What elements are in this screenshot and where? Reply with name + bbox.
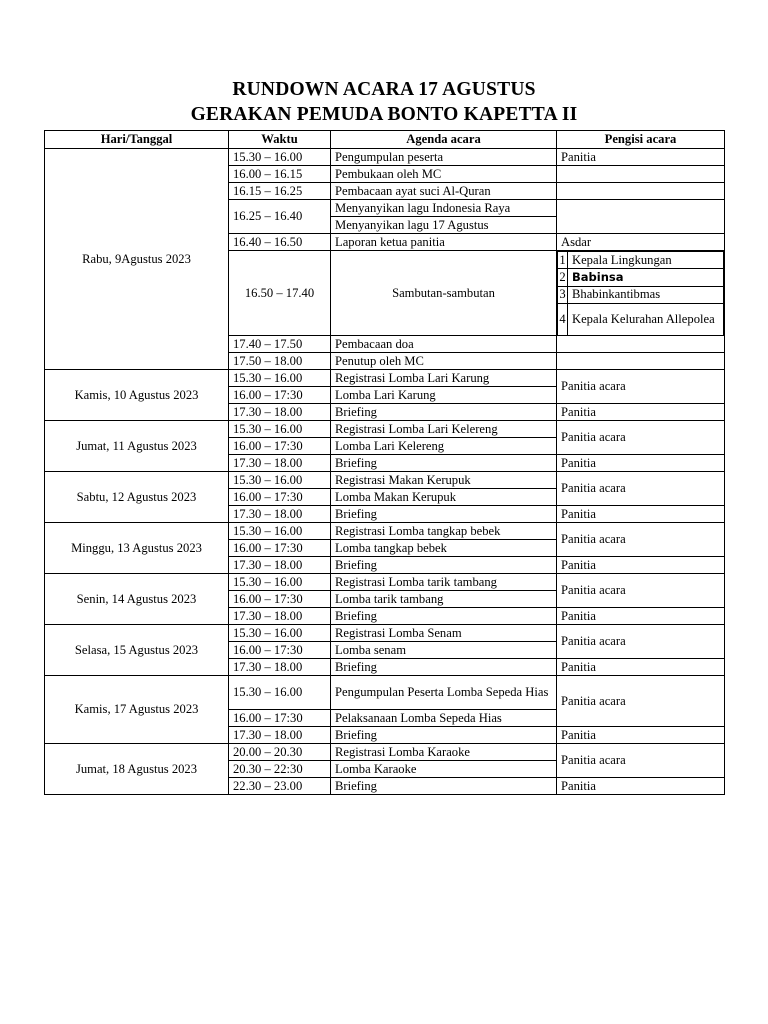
filler-cell: Panitia — [557, 455, 725, 472]
agenda-cell: Lomba Makan Kerupuk — [331, 489, 557, 506]
speech-number: 2 — [558, 269, 568, 286]
filler-cell: Panitia acara — [557, 744, 725, 778]
agenda-cell: Lomba Lari Karung — [331, 387, 557, 404]
agenda-cell: Pembacaan ayat suci Al-Quran — [331, 183, 557, 200]
header-row — [45, 131, 725, 149]
time-cell: 16.00 – 17:30 — [229, 438, 331, 455]
list-item — [558, 269, 724, 286]
time-cell: 22.30 – 23.00 — [229, 778, 331, 795]
time-cell: 20.30 – 22:30 — [229, 761, 331, 778]
agenda-cell: Briefing — [331, 727, 557, 744]
agenda-cell: Registrasi Lomba Lari Karung — [331, 370, 557, 387]
agenda-cell: Registrasi Makan Kerupuk — [331, 472, 557, 489]
time-cell: 17.30 – 18.00 — [229, 455, 331, 472]
filler-cell: Panitia acara — [557, 574, 725, 608]
agenda-cell: Menyanyikan lagu Indonesia Raya — [331, 200, 557, 217]
time-cell: 15.30 – 16.00 — [229, 676, 331, 710]
agenda-cell: Lomba senam — [331, 642, 557, 659]
filler-cell: Panitia acara — [557, 370, 725, 404]
table-row — [45, 472, 725, 489]
time-cell: 17.30 – 18.00 — [229, 404, 331, 421]
agenda-cell: Briefing — [331, 778, 557, 795]
agenda-cell: Pengumpulan peserta — [331, 149, 557, 166]
filler-cell: Panitia — [557, 506, 725, 523]
time-cell: 20.00 – 20.30 — [229, 744, 331, 761]
time-cell: 16.00 – 17:30 — [229, 710, 331, 727]
speech-name: Babinsa — [568, 269, 724, 286]
table-row — [45, 676, 725, 710]
speech-name: Bhabinkantibmas — [568, 286, 724, 303]
time-cell: 17.30 – 18.00 — [229, 506, 331, 523]
day-cell: Minggu, 13 Agustus 2023 — [45, 523, 229, 574]
filler-cell: Panitia — [557, 557, 725, 574]
list-item — [558, 286, 724, 303]
agenda-cell: Pembacaan doa — [331, 336, 557, 353]
filler-cell: Panitia acara — [557, 523, 725, 557]
filler-cell — [557, 166, 725, 183]
time-cell: 16.50 – 17.40 — [229, 251, 331, 336]
filler-cell: Panitia acara — [557, 421, 725, 455]
agenda-cell: Menyanyikan lagu 17 Agustus — [331, 217, 557, 234]
agenda-cell: Lomba tangkap bebek — [331, 540, 557, 557]
agenda-cell: Briefing — [331, 659, 557, 676]
speeches-list — [557, 251, 724, 335]
filler-cell — [557, 183, 725, 200]
time-cell: 16.00 – 16.15 — [229, 166, 331, 183]
agenda-cell: Laporan ketua panitia — [331, 234, 557, 251]
time-cell: 17.50 – 18.00 — [229, 353, 331, 370]
table-row — [45, 421, 725, 438]
agenda-cell: Lomba Karaoke — [331, 761, 557, 778]
filler-cell: Asdar — [557, 234, 725, 251]
table-row — [45, 370, 725, 387]
agenda-cell: Briefing — [331, 506, 557, 523]
time-cell: 17.30 – 18.00 — [229, 608, 331, 625]
filler-cell: Panitia — [557, 608, 725, 625]
speech-number: 1 — [558, 252, 568, 269]
day-cell: Jumat, 11 Agustus 2023 — [45, 421, 229, 472]
rundown-table — [44, 130, 725, 795]
table-row — [45, 744, 725, 761]
day-groups — [45, 370, 725, 795]
agenda-cell: Pengumpulan Peserta Lomba Sepeda Hias — [331, 676, 557, 710]
filler-cell: Panitia — [557, 778, 725, 795]
time-cell: 17.30 – 18.00 — [229, 659, 331, 676]
day-cell: Selasa, 15 Agustus 2023 — [45, 625, 229, 676]
speech-number: 3 — [558, 286, 568, 303]
time-cell: 16.00 – 17:30 — [229, 489, 331, 506]
time-cell: 17.30 – 18.00 — [229, 727, 331, 744]
speech-name: Kepala Lingkungan — [568, 252, 724, 269]
speech-number: 4 — [558, 303, 568, 335]
filler-cell: Panitia — [557, 659, 725, 676]
time-cell: 15.30 – 16.00 — [229, 472, 331, 489]
agenda-cell: Registrasi Lomba tangkap bebek — [331, 523, 557, 540]
header-time: Waktu — [229, 131, 331, 149]
agenda-cell: Briefing — [331, 404, 557, 421]
document-subtitle: GERAKAN PEMUDA BONTO KAPETTA II — [190, 104, 578, 125]
table-row — [45, 574, 725, 591]
table-row — [45, 149, 725, 166]
day-cell: Kamis, 10 Agustus 2023 — [45, 370, 229, 421]
filler-cell: Panitia — [557, 404, 725, 421]
filler-cell — [557, 353, 725, 370]
filler-cell: Panitia acara — [557, 625, 725, 659]
time-cell: 15.30 – 16.00 — [229, 574, 331, 591]
agenda-cell: Sambutan-sambutan — [331, 251, 557, 336]
time-cell: 16.00 – 17:30 — [229, 642, 331, 659]
time-cell: 15.30 – 16.00 — [229, 149, 331, 166]
time-cell: 17.40 – 17.50 — [229, 336, 331, 353]
time-cell: 16.00 – 17:30 — [229, 387, 331, 404]
agenda-cell: Penutup oleh MC — [331, 353, 557, 370]
time-cell: 15.30 – 16.00 — [229, 625, 331, 642]
day-cell: Jumat, 18 Agustus 2023 — [45, 744, 229, 795]
time-cell: 17.30 – 18.00 — [229, 557, 331, 574]
agenda-cell: Briefing — [331, 455, 557, 472]
time-cell: 15.30 – 16.00 — [229, 421, 331, 438]
table-row — [45, 625, 725, 642]
agenda-cell: Registrasi Lomba Lari Kelereng — [331, 421, 557, 438]
time-cell: 16.00 – 17:30 — [229, 540, 331, 557]
document-title: RUNDOWN ACARA 17 AGUSTUS — [232, 79, 536, 100]
day-cell: Kamis, 17 Agustus 2023 — [45, 676, 229, 744]
header-filler: Pengisi acara — [557, 131, 725, 149]
agenda-cell: Briefing — [331, 557, 557, 574]
agenda-cell: Registrasi Lomba tarik tambang — [331, 574, 557, 591]
day-cell: Sabtu, 12 Agustus 2023 — [45, 472, 229, 523]
day-cell: Rabu, 9Agustus 2023 — [45, 149, 229, 370]
time-cell: 16.15 – 16.25 — [229, 183, 331, 200]
filler-cell — [557, 336, 725, 353]
filler-cell: Panitia acara — [557, 472, 725, 506]
filler-cell: Panitia acara — [557, 676, 725, 727]
filler-cell: Panitia — [557, 727, 725, 744]
filler-cell: Panitia — [557, 149, 725, 166]
agenda-cell: Lomba Lari Kelereng — [331, 438, 557, 455]
agenda-cell: Pembukaan oleh MC — [331, 166, 557, 183]
filler-cell — [557, 200, 725, 234]
agenda-cell: Registrasi Lomba Karaoke — [331, 744, 557, 761]
speeches-cell — [557, 251, 725, 336]
day-cell: Senin, 14 Agustus 2023 — [45, 574, 229, 625]
header-agenda: Agenda acara — [331, 131, 557, 149]
time-cell: 16.25 – 16.40 — [229, 200, 331, 234]
time-cell: 15.30 – 16.00 — [229, 370, 331, 387]
time-cell: 16.00 – 17:30 — [229, 591, 331, 608]
header-day: Hari/Tanggal — [45, 131, 229, 149]
agenda-cell: Lomba tarik tambang — [331, 591, 557, 608]
time-cell: 16.40 – 16.50 — [229, 234, 331, 251]
speech-name: Kepala Kelurahan Allepolea — [568, 303, 724, 335]
time-cell: 15.30 – 16.00 — [229, 523, 331, 540]
list-item — [558, 252, 724, 269]
list-item — [558, 303, 724, 335]
agenda-cell: Registrasi Lomba Senam — [331, 625, 557, 642]
table-row — [45, 523, 725, 540]
agenda-cell: Briefing — [331, 608, 557, 625]
agenda-cell: Pelaksanaan Lomba Sepeda Hias — [331, 710, 557, 727]
